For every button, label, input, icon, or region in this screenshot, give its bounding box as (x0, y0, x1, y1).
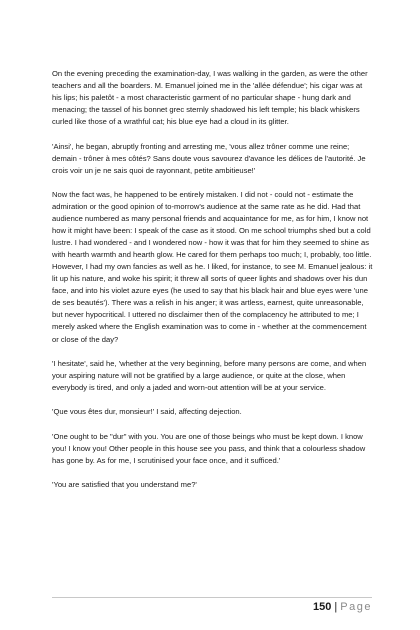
page-number: 150 (312, 601, 332, 613)
footer-separator: | (334, 601, 338, 613)
footer-divider (52, 597, 372, 598)
page-footer (313, 600, 372, 614)
paragraph: 'You are satisfied that you understand me?' (52, 480, 197, 490)
paragraph: 'One ought to be "dur" with you. You are one of those beings who must be kept down. I know you! I know you! Other people in this house see you pass, and think that a colourless shadow has gone by. As for me, I scrutinised your face once, and it sufficed.' (52, 431, 366, 465)
page-label: Page (340, 601, 372, 613)
paragraph: 'Que vous êtes dur, monsieur!' I said, affecting dejection. (52, 407, 242, 417)
paragraph: 'I hesitate', said he, 'whether at the very beginning, before many persons are come, and when your aspiring nature will not be gratified by a large audience, or quite at the close, when everybody is tired, and only a jaded and worn-out attention will be at your service. (52, 358, 367, 392)
paragraph: On the evening preceding the examination-day, I was walking in the garden, as were the other teachers and all the boarders. M. Emanuel joined me in the 'allée défendue'; his cigar was at his lips; his paletôt - a most characteristic garment of no particular shape - hung dark and menacing; the tassel of his bonnet grec sternly shadowed his left temple; his black whiskers curled like those of a wrathful cat; his blue eye had a cloud in its glitter. (52, 69, 368, 127)
body-text (52, 68, 374, 503)
paragraph: 'Ainsi', he began, abruptly fronting and arresting me, 'vous allez trôner comme une reine; demain - trôner à mes côtés? Sans doute vous savourez d'avance les délices de l'autorité. Je crois voir un je ne sais quoi de rayonnant, petite ambitieuse!' (52, 141, 366, 175)
paragraph: Now the fact was, he happened to be entirely mistaken. I did not - could not - estimate the admiration or the good opinion of to-morrow's audience at the same rate as he did. Had that audience numbered as many personal friends and acquaintance for me, as for him, I know not how it might have been: I speak of the case as it stood. On me school triumphs shed but a cold lustre. I had wondered - and I wondered now - how it was that for him they seemed to shine as with hearth warmth and hearth glow. He cared for them perhaps too much; I, probably, too little. However, I had my own fancies as well as he. I liked, for instance, to see M. Emanuel jealous: it lit up his nature, and woke his spirit; it threw all sorts of queer lights and shadows over his dun face, and into his violet azure eyes (he used to say that his black hair and blue eyes were 'une de ses beautés'). There was a relish in his anger; it was artless, earnest, quite unreasonable, but never hypocritical. I uttered no disclaimer then of the complacency he attributed to me; I merely asked where the English examination was to come in - whether at the commencement or close of the day? (52, 189, 373, 344)
